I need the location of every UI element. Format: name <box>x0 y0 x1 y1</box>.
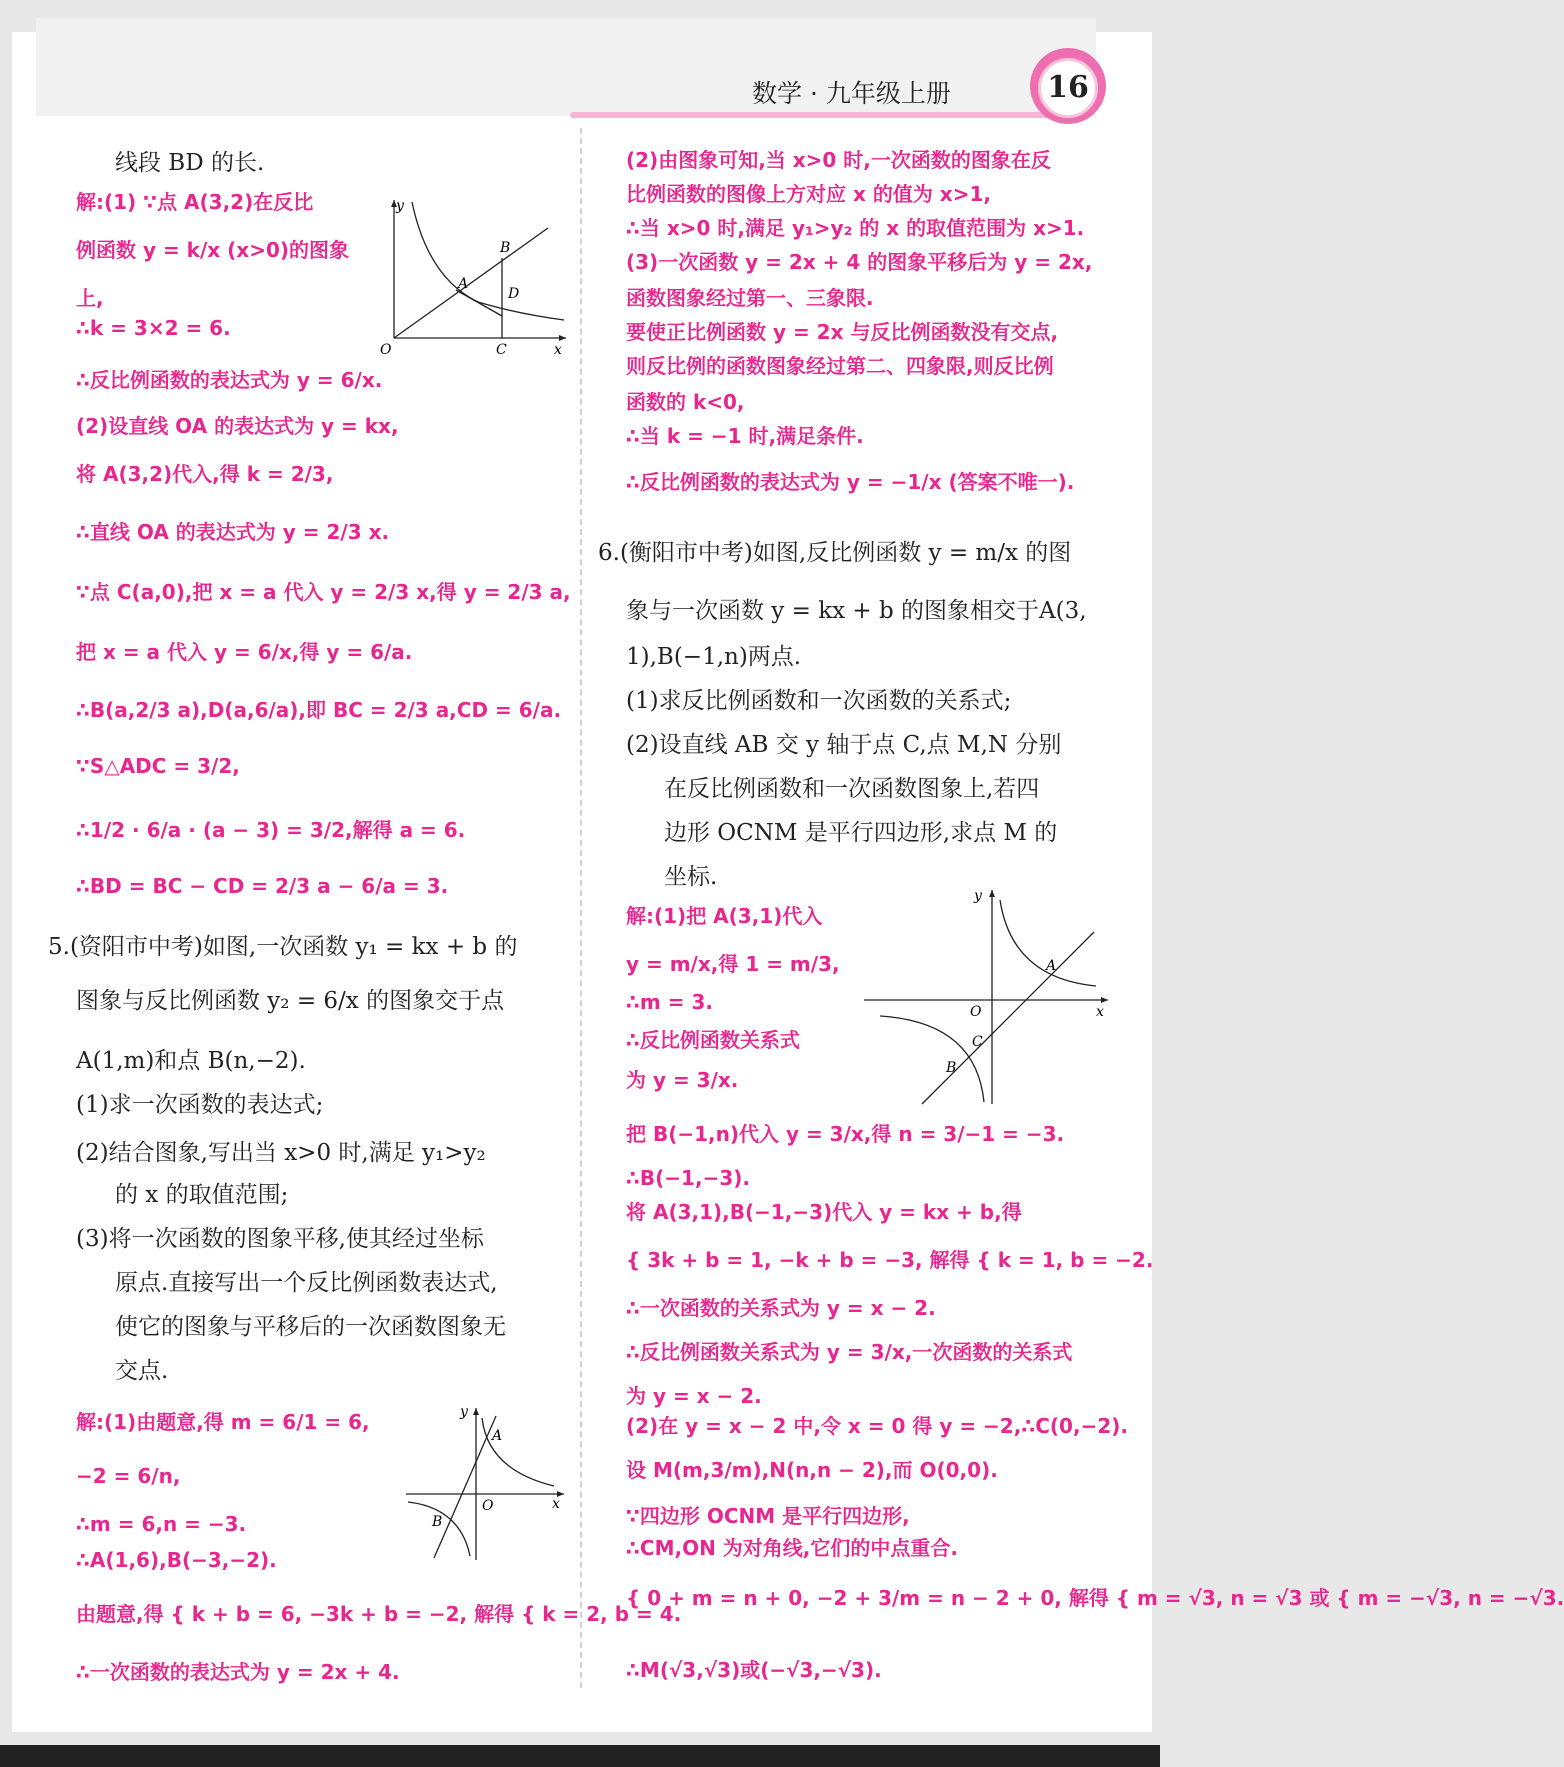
answer-line: ∵S△ADC = 3/2, <box>76 754 240 778</box>
question-line: 交点. <box>115 1358 169 1384</box>
answer-line: 上, <box>76 286 104 310</box>
fig1-o-label: O <box>380 342 392 358</box>
answer-line: (2)由图象可知,当 x>0 时,一次函数的图象在反 <box>626 148 1051 172</box>
figure-bd-graph <box>378 198 568 356</box>
answer-line: ∴k = 3×2 = 6. <box>76 316 231 340</box>
fig1-d-label: D <box>508 286 520 302</box>
column-divider <box>580 128 582 1688</box>
answer-line: ∴M(√3,√3)或(−√3,−√3). <box>626 1658 882 1682</box>
answer-line: ∴A(1,6),B(−3,−2). <box>76 1548 277 1572</box>
answer-line: (2)设直线 OA 的表达式为 y = kx, <box>76 414 399 438</box>
answer-line: 解:(1) ∵点 A(3,2)在反比 <box>76 190 314 214</box>
answer-line: { 3k + b = 1, −k + b = −3, 解得 { k = 1, b = −2. <box>626 1248 1154 1272</box>
answer-line: 把 x = a 代入 y = 6/x,得 y = 6/a. <box>76 640 413 664</box>
answer-line: ∴m = 3. <box>626 990 713 1014</box>
answer-line: { 0 + m = n + 0, −2 + 3/m = n − 2 + 0, 解得 { m = √3, n = √3 或 { m = −√3, n = −√3. <box>626 1586 1564 1610</box>
question-line: 边形 OCNM 是平行四边形,求点 M 的 <box>664 820 1058 846</box>
fig3-c-label: C <box>972 1034 983 1050</box>
question-line: (3)将一次函数的图象平移,使其经过坐标 <box>76 1226 484 1252</box>
book-title: 数学 · 九年级上册 <box>752 79 951 108</box>
answer-line: ∴反比例函数关系式为 y = 3/x,一次函数的关系式 <box>626 1340 1073 1364</box>
answer-line: 则反比例的函数图象经过第二、四象限,则反比例 <box>626 354 1054 378</box>
answer-line: 将 A(3,1),B(−1,−3)代入 y = kx + b,得 <box>626 1200 1022 1224</box>
answer-line: 为 y = x − 2. <box>626 1384 762 1408</box>
question-line: 坐标. <box>664 864 718 890</box>
fig3-y-label: y <box>974 888 982 904</box>
answer-line: −2 = 6/n, <box>76 1464 181 1488</box>
fig3-o-label: O <box>970 1004 982 1020</box>
answer-line: ∴B(−1,−3). <box>626 1166 750 1190</box>
fig1-a-label: A <box>458 276 469 292</box>
answer-line: 比例函数的图像上方对应 x 的值为 x>1, <box>626 182 991 206</box>
answer-line: 解:(1)把 A(3,1)代入 <box>626 904 823 928</box>
fig1-b-label: B <box>500 240 511 256</box>
answer-line: ∴B(a,2/3 a),D(a,6/a),即 BC = 2/3 a,CD = 6/a. <box>76 698 562 722</box>
question-line: (1)求一次函数的表达式; <box>76 1092 324 1118</box>
answer-line: ∴m = 6,n = −3. <box>76 1512 247 1536</box>
answer-line: (2)在 y = x − 2 中,令 x = 0 得 y = −2,∴C(0,−2). <box>626 1414 1128 1438</box>
fig1-y-label: y <box>396 198 404 214</box>
question-line: (2)设直线 AB 交 y 轴于点 C,点 M,N 分别 <box>626 732 1062 758</box>
answer-line: ∴BD = BC − CD = 2/3 a − 6/a = 3. <box>76 874 449 898</box>
fig2-x-label: x <box>552 1496 560 1512</box>
answer-line: (3)一次函数 y = 2x + 4 的图象平移后为 y = 2x, <box>626 250 1093 274</box>
answer-line: 将 A(3,2)代入,得 k = 2/3, <box>76 462 334 486</box>
answer-line: ∴1/2 · 6/a · (a − 3) = 3/2,解得 a = 6. <box>76 818 466 842</box>
answer-line: 函数的 k<0, <box>626 390 745 414</box>
figure-q5-graph <box>404 1404 568 1562</box>
fig1-c-label: C <box>496 342 507 358</box>
fig2-y-label: y <box>460 1404 468 1420</box>
answer-line: ∴CM,ON 为对角线,它们的中点重合. <box>626 1536 958 1560</box>
answer-line: 设 M(m,3/m),N(n,n − 2),而 O(0,0). <box>626 1458 998 1482</box>
question-line: 在反比例函数和一次函数图象上,若四 <box>664 776 1040 802</box>
fig2-a-label: A <box>492 1428 503 1444</box>
bottom-edge <box>0 1745 1160 1767</box>
question-line: 1),B(−1,n)两点. <box>626 644 802 670</box>
fig3-a-label: A <box>1046 958 1057 974</box>
page-number: 16 <box>1047 70 1089 105</box>
question-line: 使它的图象与平移后的一次函数图象无 <box>115 1314 506 1340</box>
answer-line: ∴反比例函数的表达式为 y = 6/x. <box>76 368 383 392</box>
question-line: 的 x 的取值范围; <box>115 1182 289 1208</box>
answer-line: 要使正比例函数 y = 2x 与反比例函数没有交点, <box>626 320 1059 344</box>
answer-line: y = m/x,得 1 = m/3, <box>626 952 840 976</box>
question-line: (2)结合图象,写出当 x>0 时,满足 y₁>y₂ <box>76 1140 486 1166</box>
answer-line: ∴直线 OA 的表达式为 y = 2/3 x. <box>76 520 390 544</box>
question-line: (1)求反比例函数和一次函数的关系式; <box>626 688 1012 714</box>
question-line: 6.(衡阳市中考)如图,反比例函数 y = m/x 的图 <box>598 540 1072 566</box>
fig2-o-label: O <box>482 1498 494 1514</box>
answer-line: ∴一次函数的表达式为 y = 2x + 4. <box>76 1660 400 1684</box>
question-line: 象与一次函数 y = kx + b 的图象相交于A(3, <box>626 598 1087 624</box>
answer-line: 由题意,得 { k + b = 6, −3k + b = −2, 解得 { k = 2, b = 4. <box>76 1602 682 1626</box>
question-line: 5.(资阳市中考)如图,一次函数 y₁ = kx + b 的 <box>48 934 518 960</box>
fig3-x-label: x <box>1096 1004 1104 1020</box>
answer-line: ∴反比例函数关系式 <box>626 1028 800 1052</box>
figure-q6-graph <box>862 886 1112 1108</box>
answer-line: ∵四边形 OCNM 是平行四边形, <box>626 1504 910 1528</box>
answer-line: ∴一次函数的关系式为 y = x − 2. <box>626 1296 936 1320</box>
fig1-x-label: x <box>554 342 562 358</box>
answer-line: ∵点 C(a,0),把 x = a 代入 y = 2/3 x,得 y = 2/3 a, <box>76 580 571 604</box>
question-line: 原点.直接写出一个反比例函数表达式, <box>115 1270 498 1296</box>
question-line: 图象与反比例函数 y₂ = 6/x 的图象交于点 <box>76 988 505 1014</box>
answer-line: 把 B(−1,n)代入 y = 3/x,得 n = 3/−1 = −3. <box>626 1122 1065 1146</box>
answer-line: 函数图象经过第一、三象限. <box>626 286 874 310</box>
answer-line: 解:(1)由题意,得 m = 6/1 = 6, <box>76 1410 370 1434</box>
answer-line: 例函数 y = k/x (x>0)的图象 <box>76 238 350 262</box>
question-line: A(1,m)和点 B(n,−2). <box>76 1048 306 1074</box>
answer-line: 为 y = 3/x. <box>626 1068 739 1092</box>
header-rule <box>570 112 1090 118</box>
answer-line: ∴当 k = −1 时,满足条件. <box>626 424 864 448</box>
question-line: 线段 BD 的长. <box>115 150 265 176</box>
fig3-b-label: B <box>946 1060 957 1076</box>
answer-line: ∴反比例函数的表达式为 y = −1/x (答案不唯一). <box>626 470 1075 494</box>
fig2-b-label: B <box>432 1514 443 1530</box>
answer-line: ∴当 x>0 时,满足 y₁>y₂ 的 x 的取值范围为 x>1. <box>626 216 1085 240</box>
